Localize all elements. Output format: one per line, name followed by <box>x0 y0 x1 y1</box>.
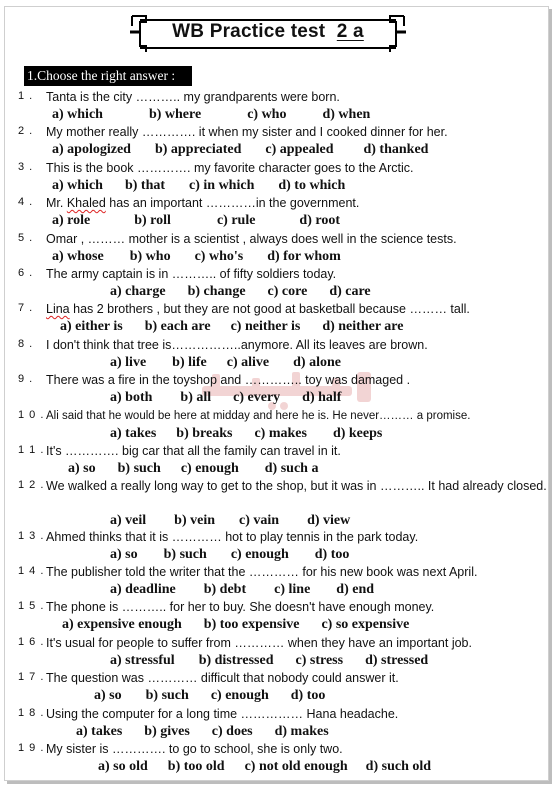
option-c[interactable]: c) vain <box>239 513 280 528</box>
option-c[interactable]: c) every <box>233 390 281 405</box>
option-b[interactable]: b) change <box>187 284 246 299</box>
option-d[interactable]: d) alone <box>293 355 341 370</box>
question-text: Omar , ……… mother is a scientist , always does well in the science tests. <box>46 232 457 246</box>
option-c[interactable]: c) neither is <box>230 319 301 334</box>
option-a[interactable]: a) stressful <box>110 653 175 668</box>
option-d[interactable]: d) end <box>336 582 375 597</box>
option-a[interactable]: a) both <box>110 390 153 405</box>
question-text: Ali said that he would be here at midday and here he is. He never……… a promise. <box>46 410 471 422</box>
question-number: 1 7 . <box>18 671 45 683</box>
question-number: 5 . <box>18 232 34 244</box>
question-number: 1 8 . <box>18 707 45 719</box>
question-number: 8 . <box>18 338 34 350</box>
question-text: Using the computer for a long time …………… Hana headache. <box>46 707 399 721</box>
option-c[interactable]: c) enough <box>180 461 239 476</box>
answer-options <box>52 213 354 229</box>
question-text: I don't think that tree is……………..anymore. All its leaves are brown. <box>46 338 428 352</box>
answer-options <box>62 617 423 633</box>
title-version: 2 a <box>336 21 364 42</box>
option-c[interactable]: c) does <box>211 724 253 739</box>
question-number: 9 . <box>18 373 34 385</box>
answer-options <box>110 582 388 598</box>
option-b[interactable]: b) debt <box>203 582 247 597</box>
question-text: My mother really …………. it when my sister and I cooked dinner for her. <box>46 125 448 139</box>
question-number: 7 . <box>18 302 34 314</box>
option-a[interactable]: a) veil <box>110 513 147 528</box>
option-b[interactable]: b) gives <box>144 724 190 739</box>
question-text: Tanta is the city ……….. my grandparents were born. <box>46 90 340 104</box>
question-text: This is the book …………. my favorite character goes to the Arctic. <box>46 161 414 175</box>
answer-options <box>110 426 396 442</box>
question-text: There was a fire in the toyshop and ………….. toy was damaged . <box>46 373 411 387</box>
question-number: 1 5 . <box>18 600 45 612</box>
option-c[interactable]: c) who's <box>194 249 244 264</box>
option-b[interactable]: b) vein <box>174 513 215 528</box>
answer-options <box>98 759 445 775</box>
option-c[interactable]: c) core <box>267 284 308 299</box>
question-number: 1 2 . <box>18 479 45 491</box>
question-number: 1 6 . <box>18 636 45 648</box>
option-c[interactable]: c) line <box>274 582 311 597</box>
option-d[interactable]: d) makes <box>274 724 329 739</box>
question-number: 4 . <box>18 196 34 208</box>
question-number: 1 3 . <box>18 530 45 542</box>
option-b[interactable]: b) distressed <box>198 653 274 668</box>
question-number: 1 9 . <box>18 742 45 754</box>
option-d[interactable]: d) too <box>314 547 350 562</box>
answer-options <box>110 547 363 563</box>
answer-options <box>60 319 417 335</box>
option-d[interactable]: d) such a <box>264 461 319 476</box>
option-b[interactable]: b) such <box>163 547 207 562</box>
answer-options <box>110 653 442 669</box>
question-number: 2 . <box>18 125 34 137</box>
option-a[interactable]: a) takes <box>110 426 157 441</box>
question-text: It's usual for people to suffer from ………… when they have an important job. <box>46 636 472 650</box>
answer-options <box>94 688 339 704</box>
option-b[interactable]: b) life <box>172 355 207 370</box>
option-d[interactable]: d) care <box>329 284 371 299</box>
option-a[interactable]: a) so <box>110 547 138 562</box>
option-b[interactable]: b) such <box>145 688 189 703</box>
question-text: The question was ………… difficult that nobody could answer it. <box>46 671 399 685</box>
option-b[interactable]: b) breaks <box>176 426 233 441</box>
question-text: Ahmed thinks that it is ………… hot to play tennis in the park today. <box>46 530 419 544</box>
option-b[interactable]: b) each are <box>144 319 211 334</box>
answer-options <box>52 249 355 265</box>
question-text: It's …………. big car that all the family can travel in it. <box>46 444 341 458</box>
option-b[interactable]: b) roll <box>134 213 171 228</box>
option-a[interactable]: a) so <box>68 461 96 476</box>
question-number: 1 1 . <box>18 444 45 456</box>
question-number: 1 0 . <box>18 409 45 421</box>
answer-options <box>110 284 385 300</box>
option-b[interactable]: b) where <box>148 107 202 122</box>
option-c[interactable]: c) rule <box>216 213 256 228</box>
option-a[interactable]: a) whose <box>52 249 104 264</box>
option-c[interactable]: c) enough <box>230 547 289 562</box>
option-c[interactable]: c) alive <box>226 355 270 370</box>
answer-options <box>52 107 384 123</box>
option-a[interactable]: a) either is <box>60 319 123 334</box>
option-d[interactable]: d) when <box>322 107 371 122</box>
question-text-part: Mr. <box>46 196 67 210</box>
option-b[interactable]: b) that <box>124 178 166 193</box>
option-c[interactable]: c) stress <box>295 653 344 668</box>
question-number: 1 4 . <box>18 565 45 577</box>
option-a[interactable]: a) so <box>94 688 122 703</box>
option-b[interactable]: b) all <box>180 390 212 405</box>
option-a[interactable]: a) expensive enough <box>62 617 182 632</box>
option-c[interactable]: c) who <box>247 107 287 122</box>
option-d[interactable]: d) stressed <box>365 653 429 668</box>
question-text-part: has 2 brothers , but they are not good at basketball because ……… tall. <box>69 302 470 316</box>
option-b[interactable]: b) who <box>129 249 171 264</box>
option-d[interactable]: d) root <box>299 213 340 228</box>
answer-options <box>110 513 364 529</box>
option-b[interactable]: b) such <box>117 461 161 476</box>
answer-options <box>52 142 442 158</box>
option-a[interactable]: a) which <box>52 178 103 193</box>
option-a[interactable]: a) apologized <box>52 142 131 157</box>
answer-options <box>52 178 359 194</box>
answer-options <box>110 355 355 371</box>
option-c[interactable]: c) so expensive <box>321 617 410 632</box>
question-text-part: has an important …………in the government. <box>105 196 360 210</box>
option-a[interactable]: a) role <box>52 213 91 228</box>
spellcheck-marked-word: Khaled <box>66 196 106 210</box>
option-c[interactable]: c) appealed <box>265 142 334 157</box>
option-b[interactable]: b) too expensive <box>203 617 300 632</box>
title-banner <box>128 12 408 52</box>
option-d[interactable]: d) thanked <box>363 142 429 157</box>
question-number: 3 . <box>18 161 34 173</box>
option-d[interactable]: d) too <box>290 688 326 703</box>
question-text: The phone is ……….. for her to buy. She doesn't have enough money. <box>46 600 435 614</box>
answer-options <box>76 724 343 740</box>
option-b[interactable]: b) too old <box>167 759 225 774</box>
option-d[interactable]: d) view <box>307 513 351 528</box>
answer-options <box>110 390 355 406</box>
spellcheck-marked-word: Lina <box>46 302 70 316</box>
question-text: The publisher told the writer that the ………… for his new book was next April. <box>46 565 478 579</box>
option-c[interactable]: c) enough <box>210 688 269 703</box>
option-c[interactable]: c) in which <box>189 178 255 193</box>
question-text <box>46 302 551 317</box>
option-d[interactable]: d) to which <box>278 178 346 193</box>
option-a[interactable]: a) charge <box>110 284 166 299</box>
section-heading: 1.Choose the right answer : <box>24 66 192 86</box>
option-b[interactable]: b) appreciated <box>154 142 242 157</box>
option-d[interactable]: d) for whom <box>267 249 341 264</box>
option-a[interactable]: a) which <box>52 107 103 122</box>
option-d[interactable]: d) neither are <box>322 319 404 334</box>
option-d[interactable]: d) such old <box>365 759 432 774</box>
option-a[interactable]: a) deadline <box>110 582 176 597</box>
question-number: 1 . <box>18 90 34 102</box>
question-text: We walked a really long way to get to the shop, but it was in ……….. It had already closed. <box>46 479 547 493</box>
option-a[interactable]: a) takes <box>76 724 123 739</box>
option-d[interactable]: d) half <box>302 390 342 405</box>
title-text: WB Practice test <box>172 21 326 42</box>
answer-options <box>68 461 332 477</box>
question-text: The army captain is in ……….. of fifty soldiers today. <box>46 267 337 281</box>
page-title <box>128 21 408 43</box>
question-number: 6 . <box>18 267 34 279</box>
option-d[interactable]: d) keeps <box>332 426 383 441</box>
option-c[interactable]: c) makes <box>254 426 307 441</box>
question-text <box>46 196 551 211</box>
option-a[interactable]: a) live <box>110 355 147 370</box>
option-a[interactable]: a) so old <box>98 759 148 774</box>
option-c[interactable]: c) not old enough <box>244 759 348 774</box>
question-text: My sister is …………. to go to school, she is only two. <box>46 742 343 756</box>
